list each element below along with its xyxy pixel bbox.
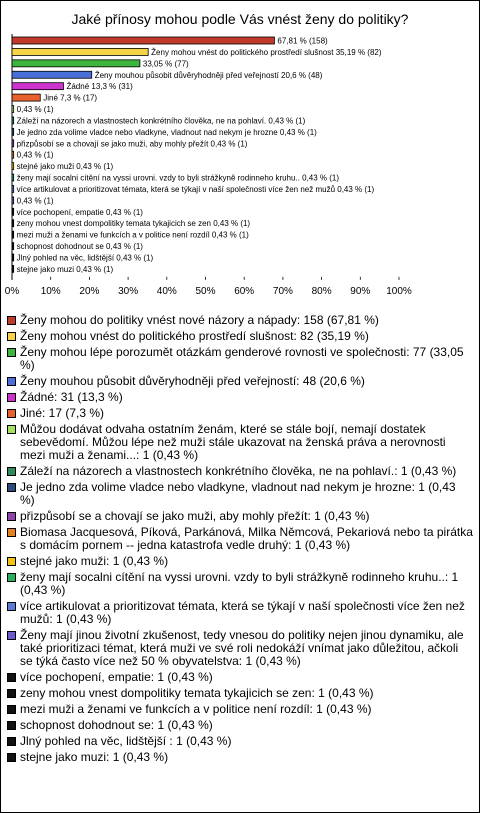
bar-label-3: Ženy mouhou působit důvěryhodněji před veřejností 20,6 % (48): [94, 70, 323, 80]
legend-label-20: stejne jako muzi: 1 (0,43 %): [20, 750, 169, 764]
legend-item-16: [7, 687, 473, 700]
bar-label-17: mezi muži a ženami ve funkcích a v politice není rozdíl 0,43 % (1): [16, 230, 249, 240]
legend-label-9: přizpůsobí se a chovají se jako muži, aby mohly přežít: 1 (0,43 %): [20, 509, 370, 523]
bar-label-4: Žádné 13,3 % (31): [66, 82, 133, 92]
bar-11: [12, 163, 14, 170]
legend-label-5: Jiné: 17 (7,3 %): [20, 406, 105, 420]
legend-item-1: [7, 330, 473, 343]
bar-17: [12, 231, 14, 238]
x-tick-label-2: 20%: [79, 285, 100, 297]
legend-item-14: [7, 629, 473, 668]
legend-label-1: Ženy mohou vnést do politického prostředí slušnost: 82 (35,19 %): [20, 329, 369, 343]
legend-swatch-8: [7, 483, 16, 492]
bar-15: [12, 208, 14, 215]
legend-label-2: Ženy mohou lépe porozumět otázkám genderové rovnosti ve společnosti: 77 (33,05 %): [20, 345, 464, 372]
legend-label-13: více artikulovat a prioritizovat témata, která se týkají v naší společnosti více žen než mužů: 1 (0,43 %): [20, 599, 465, 626]
bar-0: [12, 37, 274, 44]
legend-swatch-4: [7, 393, 16, 402]
bar-13: [12, 185, 14, 192]
legend-item-8: [7, 481, 473, 507]
bar-19: [12, 254, 14, 261]
legend-item-9: [7, 510, 473, 523]
legend-swatch-1: [7, 332, 16, 341]
legend-label-12: ženy mají socalni cítění na vyssi urovni. vzdy to byli strážkyně rodinneho kruhu..: 1 (0,43 %): [20, 570, 459, 597]
x-tick-label-8: 80%: [311, 285, 332, 297]
legend-swatch-16: [7, 689, 16, 698]
legend-item-19: [7, 735, 473, 748]
legend-item-4: [7, 391, 473, 404]
legend-label-3: Ženy mouhou působit důvěryhodněji před veřejností: 48 (20,6 %): [20, 374, 365, 388]
legend-swatch-0: [7, 316, 16, 325]
x-tick-label-10: 100%: [386, 285, 412, 297]
x-tick-label-0: 0%: [4, 285, 20, 297]
legend-item-11: [7, 555, 473, 568]
legend-swatch-11: [7, 557, 16, 566]
legend-swatch-2: [7, 348, 16, 357]
legend-item-5: [7, 407, 473, 420]
legend-swatch-3: [7, 377, 16, 386]
bar-label-15: více pochopení, empatie 0,43 % (1): [16, 207, 143, 217]
x-tick-label-1: 10%: [40, 285, 61, 297]
legend-swatch-6: [7, 425, 16, 434]
bar-label-19: Jlný pohled na věc, lidštější 0,43 % (1): [16, 253, 154, 263]
legend-label-17: mezi muži a ženami ve funkcích a v politice není rozdíl: 1 (0,43 %): [20, 702, 372, 716]
legend-swatch-19: [7, 737, 16, 746]
x-tick-label-7: 70%: [272, 285, 293, 297]
legend-swatch-5: [7, 409, 16, 418]
x-tick-label-4: 40%: [156, 285, 177, 297]
legend-item-6: [7, 423, 473, 462]
legend-item-18: [7, 719, 473, 732]
bar-label-20: stejne jako muzi 0,43 % (1): [16, 264, 114, 274]
legend-label-18: schopnost dohodnout se: 1 (0,43 %): [20, 718, 213, 732]
bar-14: [12, 197, 14, 204]
legend-item-17: [7, 703, 473, 716]
legend-label-0: Ženy mohou do politiky vnést nové názory a nápady: 158 (67,81 %): [20, 313, 379, 327]
legend-item-15: [7, 671, 473, 684]
legend-item-10: [7, 526, 473, 552]
bar-label-7: Záleží na názorech a vlastnostech konkrétního člověka, ne na pohlaví. 0,43 % (1): [16, 116, 306, 126]
legend-swatch-17: [7, 705, 16, 714]
legend-label-6: Můžou dodávat odvaha ostatním ženám, které se stále bojí, nemají dostatek sebevědomí. Můžou lépe než muži stále ukazovat na ženská práva a nerovnosti mezi muži a ženami...: 1 (0,43 %): [20, 422, 446, 462]
legend-item-7: [7, 465, 473, 478]
legend-item-3: [7, 375, 473, 388]
bar-label-16: zeny mohou vnest dompolitiky temata tykajicich se zen 0,43 % (1): [16, 219, 251, 229]
bar-8: [12, 128, 14, 135]
bar-label-18: schopnost dohodnout se 0,43 % (1): [16, 242, 143, 252]
legend-swatch-13: [7, 602, 16, 611]
legend-item-13: [7, 600, 473, 626]
legend-label-11: stejné jako muži: 1 (0,43 %): [20, 554, 169, 568]
legend-swatch-9: [7, 512, 16, 521]
legend-label-10: Biomasa Jacquesová, Píková, Parkánová, Milka Němcová, Pekariová nebo ta pirátka s domácím pornem -- jedna katastrofa vedle druhý: 1 (0,43 %): [20, 525, 473, 552]
legend-label-7: Záleží na názorech a vlastnostech konkrétního člověka, ne na pohlaví.: 1 (0,43 %): [20, 464, 457, 478]
legend-label-14: Ženy mají jinou životní zkušenost, tedy vnesou do politiky nejen jinou dynamiku, ale také prioritizaci témat, která muži ve své roli nedokáží vnímat jako důležitou, ačkoli se týká často více než 50 % obyvatelstva: 1 (0,43 %): [20, 628, 464, 668]
bar-label-6: 0,43 % (1): [16, 105, 54, 115]
legend-swatch-15: [7, 673, 16, 682]
bar-5: [12, 94, 40, 101]
bar-4: [12, 83, 63, 90]
x-tick-label-5: 50%: [195, 285, 216, 297]
legend-swatch-14: [7, 631, 16, 640]
bar-label-14: 0,43 % (1): [16, 196, 54, 206]
legend-item-20: [7, 751, 473, 764]
bar-9: [12, 140, 14, 147]
bar-chart: [1, 1, 479, 311]
bar-3: [12, 71, 92, 78]
legend-swatch-12: [7, 573, 16, 582]
bar-label-1: Ženy mohou vnést do politického prostředí slušnost 35,19 % (82): [151, 47, 382, 57]
bar-label-8: Je jedno zda volime vladce nebo vladkyne, vladnout nad nekym je hrozne 0,43 % (1): [16, 127, 317, 137]
legend-swatch-7: [7, 467, 16, 476]
legend-item-0: [7, 314, 473, 327]
legend-label-8: Je jedno zda volime vladce nebo vladkyne, vladnout nad nekym je hrozne: 1 (0,43 %): [20, 480, 456, 507]
legend-swatch-20: [7, 753, 16, 762]
legend-label-16: zeny mohou vnest dompolitiky temata tykajicich se zen: 1 (0,43 %): [20, 686, 374, 700]
x-tick-label-9: 90%: [350, 285, 371, 297]
bar-label-12: ženy mají socalni cítění na vyssi urovni. vzdy to byli strážkyně rodinneho kruhu.. 0,43 % (1): [16, 173, 340, 183]
legend-label-15: více pochopení, empatie: 1 (0,43 %): [20, 670, 213, 684]
bar-10: [12, 151, 14, 158]
chart-title: Jaké přínosy mohou podle Vás vnést ženy do politiky?: [71, 11, 409, 27]
legend-label-19: Jlný pohled na věc, lidštější : 1 (0,43 %): [20, 734, 232, 748]
bar-2: [12, 60, 140, 67]
bar-6: [12, 106, 14, 113]
legend-swatch-10: [7, 528, 16, 537]
bar-12: [12, 174, 14, 181]
bar-20: [12, 265, 14, 272]
bar-label-2: 33,05 % (77): [142, 59, 189, 69]
legend-item-12: [7, 571, 473, 597]
bar-18: [12, 243, 14, 250]
legend-item-2: [7, 346, 473, 372]
x-tick-label-6: 60%: [234, 285, 255, 297]
bar-16: [12, 220, 14, 227]
bar-7: [12, 117, 14, 124]
legend-label-4: Žádné: 31 (13,3 %): [20, 390, 123, 404]
legend-swatch-18: [7, 721, 16, 730]
bar-1: [12, 48, 148, 55]
bar-label-9: přizpůsobí se a chovají se jako muži, aby mohly přežít 0,43 % (1): [16, 139, 248, 149]
bar-label-11: stejné jako muži 0,43 % (1): [16, 162, 114, 172]
bar-label-10: 0,43 % (1): [16, 150, 54, 160]
x-tick-label-3: 30%: [118, 285, 139, 297]
bar-label-0: 67,81 % (158): [277, 36, 328, 46]
bar-label-5: Jiné 7,3 % (17): [43, 93, 98, 103]
chart-legend: [7, 314, 473, 767]
bar-label-13: více artikulovat a prioritizovat témata, která se týkají v naší společnosti více žen než mužů 0,43 % (1): [16, 184, 375, 194]
